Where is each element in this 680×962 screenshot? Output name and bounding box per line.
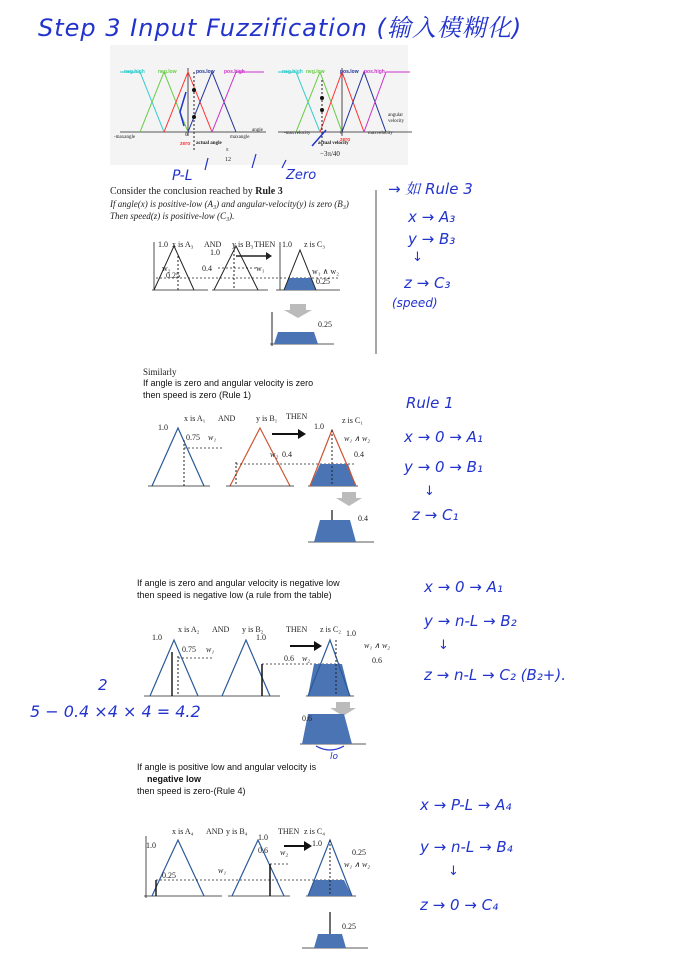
rule3-wval: 0.25 <box>316 277 330 286</box>
rule1-note-1: x → 0 → A₁ <box>404 428 483 446</box>
angle-neg-high-label: neg.high <box>124 69 145 75</box>
rule4-v1: 0.25 <box>162 871 176 880</box>
rule3-intro-text: Consider the conclusion reached by <box>110 186 256 197</box>
velocity-value-label: −3π/40 <box>320 150 340 158</box>
rule-table-condition: If angle is zero and angular velocity is negative low <box>137 578 340 588</box>
rule1-y-label: y is B₁ <box>256 414 278 423</box>
rule3-note-2: y → B₃ <box>408 230 456 248</box>
rule3-one-2: 1.0 <box>210 248 220 257</box>
angle-pos-high-label: pos.high <box>224 69 245 75</box>
rule3-one-3: 1.0 <box>282 240 292 249</box>
velocity-axis-min: -maxvelocity <box>284 131 311 136</box>
rule3-note-3: ↓ <box>412 250 423 265</box>
velocity-pos-high-label: pos.high <box>364 69 385 75</box>
rule4-note-0: x → P-L → A₄ <box>420 796 512 814</box>
rule3-note-1: x → A₃ <box>408 208 456 226</box>
rule-table-note-4: 2 <box>98 676 108 694</box>
angle-zero-label: zero <box>180 141 191 147</box>
rule1-one-3: 1.0 <box>314 422 324 431</box>
rule4-condition-cont: negative low <box>147 774 202 784</box>
angle-pi-label: π <box>226 148 229 153</box>
angle-axis-zero-tick: 0 <box>185 133 188 138</box>
rule4-result: 0.25 <box>342 922 356 931</box>
rule-table-note-1: y → n-L → B₂ <box>424 612 517 630</box>
rule-table-conclusion: then speed is negative low (a rule from the table) <box>137 590 332 600</box>
velocity-zero-label: zero <box>340 137 351 143</box>
rule1-then: THEN <box>286 412 308 421</box>
rule-table-one-3: 1.0 <box>346 629 356 638</box>
velocity-axis-max: maxvelocity <box>368 131 393 136</box>
rule1-note-0: Rule 1 <box>406 394 454 412</box>
rule3-z-label: z is C₃ <box>304 240 326 249</box>
rule1-one-1: 1.0 <box>158 423 168 432</box>
rule3-note-4: z → C₃ <box>404 274 451 292</box>
rule1-similarly: Similarly <box>143 367 177 377</box>
rule-table-z-label: z is C₂ <box>320 625 342 634</box>
rule-table-note-0: x → 0 → A₁ <box>424 578 503 596</box>
rule1-w1: w₁ <box>208 433 217 442</box>
angle-pos-low-label: pos.low <box>196 69 215 75</box>
rule-table-result: 0.6 <box>302 714 312 723</box>
rule-table-one-2: 1.0 <box>256 633 266 642</box>
annot-pl: P-L <box>172 168 193 184</box>
annot-zero: Zero <box>286 168 317 183</box>
rule4-note-1: y → n-L → B₄ <box>420 838 513 856</box>
rule4-w2: w₂ <box>280 848 289 857</box>
rule-table-w2: w₂ <box>302 654 311 663</box>
rule-table-note-2: ↓ <box>438 638 449 653</box>
angle-neg-low-label: neg.low <box>158 69 177 75</box>
rule3-y-label: y is B₃ <box>232 240 254 249</box>
rule-table-v2: 0.6 <box>284 654 294 663</box>
rule-table-y-label: y is B₂ <box>242 625 264 634</box>
actual-angle-label: actual angle <box>196 141 222 146</box>
angle-axis-min: -maxangle <box>114 135 136 140</box>
rule-table-wval: 0.6 <box>372 656 382 665</box>
rule1-v1: 0.75 <box>186 433 200 442</box>
rule4-conclusion: then speed is zero-(Rule 4) <box>137 786 246 796</box>
rule-table-wmin: w₁ ∧ w₂ <box>364 641 391 650</box>
rule3-v2: 0.4 <box>202 264 212 273</box>
angle-pi-denominator: 12 <box>225 157 231 163</box>
velocity-neg-high-label: neg.high <box>282 69 303 75</box>
rule1-wval: 0.4 <box>354 450 364 459</box>
rule1-v2: 0.4 <box>282 450 292 459</box>
angle-axis-unit: angle <box>252 128 263 133</box>
rule4-z-label: z is C₄ <box>304 827 326 836</box>
rule4-and: AND <box>206 827 224 836</box>
angle-axis-max: maxangle <box>230 135 250 140</box>
rule-table-note-3: z → n-L → C₂ (B₂+). <box>424 666 566 684</box>
rule4-one-2: 1.0 <box>258 833 268 842</box>
rule3-note-0: → 如 Rule 3 <box>388 180 473 198</box>
rule4-wmin: w₁ ∧ w₂ <box>344 860 371 869</box>
rule4-one-3: 1.0 <box>312 839 322 848</box>
rule1-note-2: y → 0 → B₁ <box>404 458 483 476</box>
rule1-and: AND <box>218 414 236 423</box>
actual-velocity-label: actual velocity <box>318 141 349 146</box>
rule3-one-1: 1.0 <box>158 240 168 249</box>
rule-table-annot-lo: lo <box>330 752 339 762</box>
page-title: Step 3 Input Fuzzification (输入模糊化) <box>38 14 523 42</box>
rule3-intro <box>110 186 283 197</box>
rule3-x-label: x is A₃ <box>172 240 194 249</box>
rule-table-one-1: 1.0 <box>152 633 162 642</box>
rule3-wmin: w₁ ∧ w₂ <box>312 267 339 276</box>
rule3-v1: 0.25 <box>166 271 180 280</box>
rule4-note-2: ↓ <box>448 864 459 879</box>
velocity-axis-unit: angular velocity <box>388 113 405 124</box>
rule-table-then: THEN <box>286 625 308 634</box>
rule1-conclusion: then speed is zero (Rule 1) <box>143 390 252 400</box>
rule1-note-4: z → C₁ <box>412 506 459 524</box>
rule4-v2: 0.6 <box>258 846 268 855</box>
rule4-x-label: x is A₄ <box>172 827 194 836</box>
rule-table-v1: 0.75 <box>182 645 196 654</box>
velocity-axis-zero-tick: 0 <box>340 131 343 136</box>
rule1-z-label: z is C₁ <box>342 416 364 425</box>
rule3-then: THEN <box>254 240 276 249</box>
rule4-then: THEN <box>278 827 300 836</box>
rule1-result: 0.4 <box>358 514 368 523</box>
rule3-w2: w₂ <box>162 264 171 273</box>
rule-table-note-5: 5 − 0.4 ×4 × 4 = 4.2 <box>30 702 201 721</box>
rule4-one-1: 1.0 <box>146 841 156 850</box>
rule1-wmin: w₁ ∧ w₂ <box>344 434 371 443</box>
rule4-condition: If angle is positive low and angular velocity is <box>137 762 317 772</box>
rule3-w1: w₁ <box>256 264 265 273</box>
rule3-conclusion: Then speed(z) is positive-low (C₃). <box>110 211 235 221</box>
rule3-note-5: (speed) <box>392 296 438 310</box>
rule-table-x-label: x is A₂ <box>178 625 200 634</box>
rule1-x-label: x is A₁ <box>184 414 206 423</box>
rule4-w1: w₁ <box>218 866 227 875</box>
rule4-note-3: z → 0 → C₄ <box>420 896 499 914</box>
rule3-result: 0.25 <box>318 320 332 329</box>
rule3-name: Rule 3 <box>255 186 283 197</box>
rule1-note-3: ↓ <box>424 484 435 499</box>
velocity-neg-low-label: neg.low <box>306 69 325 75</box>
velocity-pos-low-label: pos.low <box>340 69 359 75</box>
rule1-diagram <box>144 412 384 547</box>
rule-table-and: AND <box>212 625 230 634</box>
rule-table-w1: w₁ <box>206 645 215 654</box>
rule3-condition: If angle(x) is positive-low (A₃) and angular-velocity(y) is zero (B₃) <box>110 199 349 209</box>
rule4-y-label: y is B₄ <box>226 827 248 836</box>
rule3-and: AND <box>204 240 222 249</box>
rule1-w2: w₂ <box>270 450 279 459</box>
rule3-diagram <box>148 232 348 362</box>
rule4-wval: 0.25 <box>352 848 366 857</box>
rule1-condition: If angle is zero and angular velocity is zero <box>143 378 314 388</box>
